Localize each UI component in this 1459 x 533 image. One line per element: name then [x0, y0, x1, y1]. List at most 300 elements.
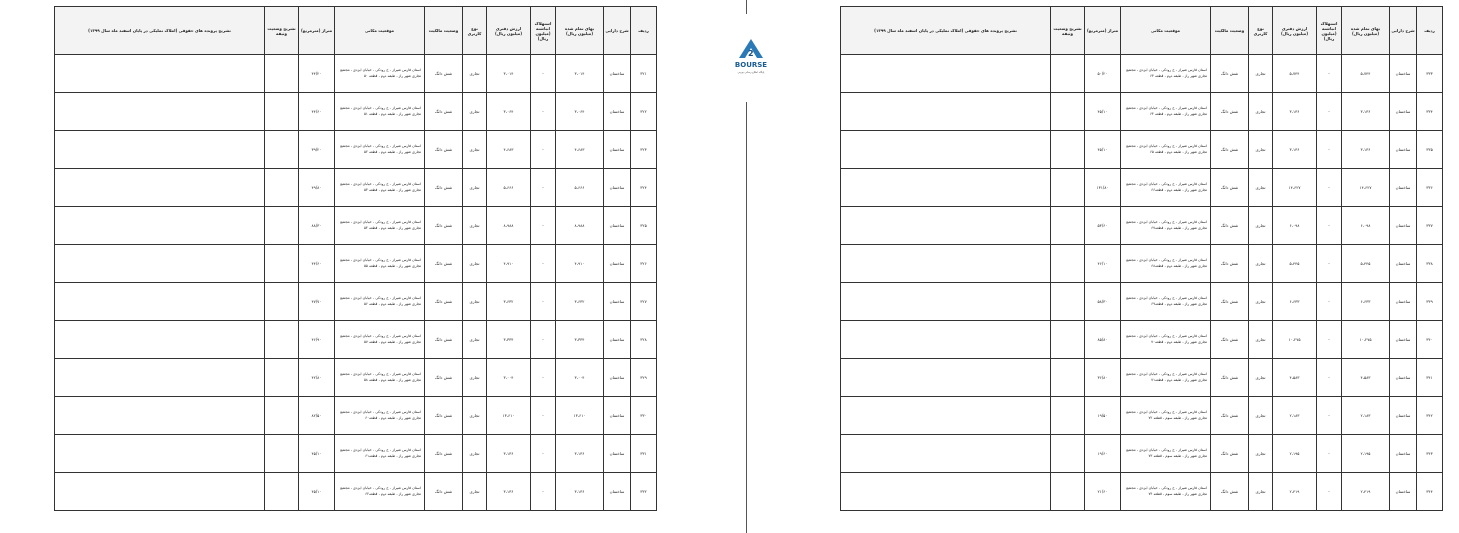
cell-area: ۱۳۱/۸۰ [1085, 169, 1121, 207]
assets-table-right [840, 6, 1443, 511]
cell-area: ۴۵/۱۰ [299, 435, 335, 473]
cell-row-number: ۳۲۱ [631, 55, 657, 93]
cell-row-number: ۳۳۲ [631, 473, 657, 511]
cell-usage: تجاری [463, 131, 487, 169]
cell-asset: ساختمان [1390, 435, 1417, 473]
cell-usage: تجاری [463, 207, 487, 245]
cell-ownership: شش دانگ [1211, 131, 1249, 169]
table-row [55, 131, 657, 169]
cell-location: استان فارس شیراز - خ رودکی - خیابان ایزدی ، مجتمع تجاری شهر راز ، طبقه سوم ، قطعه ۷۳ [1121, 435, 1211, 473]
cell-collateral [265, 131, 299, 169]
cell-area: ۴۹/۸۰ [299, 169, 335, 207]
header-book-value: ارزش دفتری (میلیون ریال) [1273, 7, 1317, 55]
cell-usage: تجاری [1249, 397, 1273, 435]
cell-area: ۴۴/۶۰ [299, 93, 335, 131]
table-row [55, 473, 657, 511]
cell-row-number: ۳۴۳ [1417, 435, 1443, 473]
cell-book-value: ۵،۴۴۵ [1273, 245, 1317, 283]
page-divider-top [746, 0, 747, 14]
cell-legal [841, 245, 1051, 283]
cell-asset: ساختمان [604, 55, 631, 93]
cell-asset: ساختمان [604, 283, 631, 321]
cell-ownership: شش دانگ [425, 397, 463, 435]
cell-book-value: ۳،۶۳۲ [487, 283, 531, 321]
cell-collateral [1051, 473, 1085, 511]
cell-area: ۴۷/۷۰ [299, 283, 335, 321]
cell-depreciation: - [531, 435, 556, 473]
cell-price: ۳،۳۳۴ [556, 321, 604, 359]
right-page [840, 6, 1442, 508]
page-divider-bottom [746, 102, 747, 533]
header-depreciation: استهلاک انباشته (میلیون ریال) [531, 7, 556, 55]
cell-area: ۴۵/۱۰ [299, 473, 335, 511]
cell-asset: ساختمان [1390, 169, 1417, 207]
cell-location: استان فارس شیراز - خ رودکی - خیابان ایزدی ، مجتمع تجاری شهر راز ، طبقه دوم ، قطعه ۵۱ [335, 93, 425, 131]
cell-location: استان فارس شیراز - خ رودکی - خیابان ایزدی ، مجتمع تجاری شهر راز ، طبقه دوم ، قطعه۶۰ [335, 397, 425, 435]
cell-asset: ساختمان [1390, 397, 1417, 435]
cell-area: ۵۸/۳۰ [1085, 283, 1121, 321]
cell-ownership: شش دانگ [425, 283, 463, 321]
header-row-number: ردیف [631, 7, 657, 55]
cell-row-number: ۳۳۱ [631, 435, 657, 473]
cell-price: ۳،۱۳۶ [1342, 93, 1390, 131]
cell-area: ۵۳/۶۰ [1085, 207, 1121, 245]
header-legal: تشریح پرونده های حقوقی (املاک تملیکی در پایان اسفند ماه سال ۱۳۹۹) [55, 7, 265, 55]
cell-area: ۸۵/۸۰ [1085, 321, 1121, 359]
cell-usage: تجاری [1249, 93, 1273, 131]
cell-asset: ساختمان [604, 321, 631, 359]
cell-legal [841, 435, 1051, 473]
cell-legal [55, 131, 265, 169]
cell-location: استان فارس شیراز - خ رودکی - خیابان ایزدی ، مجتمع تجاری شهر راز ، طبقه دوم ، قطعه ۵۳ [335, 169, 425, 207]
cell-depreciation: - [1317, 207, 1342, 245]
cell-price: ۱۰،۲۷۵ [1342, 321, 1390, 359]
cell-price: ۳،۱۳۶ [1342, 131, 1390, 169]
table-body [841, 55, 1443, 511]
cell-ownership: شش دانگ [425, 207, 463, 245]
cell-row-number: ۳۲۲ [631, 93, 657, 131]
cell-depreciation: - [531, 169, 556, 207]
cell-row-number: ۳۲۳ [631, 131, 657, 169]
header-area: متراژ (مترمربع) [1085, 7, 1121, 55]
cell-collateral [1051, 283, 1085, 321]
header-ownership: وضعیت مالکیت [425, 7, 463, 55]
cell-legal [55, 321, 265, 359]
cell-ownership: شش دانگ [425, 321, 463, 359]
cell-collateral [1051, 131, 1085, 169]
cell-book-value: ۱۰،۲۷۵ [1273, 321, 1317, 359]
cell-collateral [1051, 207, 1085, 245]
cell-asset: ساختمان [1390, 321, 1417, 359]
cell-area: ۳۹/۲۰ [299, 131, 335, 169]
cell-depreciation: - [1317, 397, 1342, 435]
cell-depreciation: - [531, 283, 556, 321]
cell-location: استان فارس شیراز - خ رودکی - خیابان ایزدی ، مجتمع تجاری شهر راز ، طبقه دوم ، قطعه۶۸ [1121, 245, 1211, 283]
cell-price: ۴،۹۱۰ [556, 245, 604, 283]
cell-location: استان فارس شیراز - خ رودکی - خیابان ایزدی ، مجتمع تجاری شهر راز ، طبقه دوم ، قطعه ۵۴ [335, 207, 425, 245]
cell-book-value: ۳،۳۳۴ [487, 321, 531, 359]
cell-location: استان فارس شیراز - خ رودکی - خیابان ایزدی ، مجتمع تجاری شهر راز ، طبقه سوم ، قطعه ۷۲ [1121, 397, 1211, 435]
cell-row-number: ۳۲۹ [631, 359, 657, 397]
cell-usage: تجاری [463, 473, 487, 511]
cell-depreciation: - [531, 473, 556, 511]
cell-book-value: ۳،۱۳۶ [1273, 131, 1317, 169]
header-usage: نوع کاربری [463, 7, 487, 55]
cell-collateral [1051, 321, 1085, 359]
cell-row-number: ۳۴۰ [1417, 321, 1443, 359]
cell-depreciation: - [531, 131, 556, 169]
cell-ownership: شش دانگ [425, 435, 463, 473]
cell-usage: تجاری [463, 321, 487, 359]
cell-book-value: ۵،۷۴۴ [1273, 55, 1317, 93]
cell-area: ۳۶/۸۰ [1085, 359, 1121, 397]
cell-location: استان فارس شیراز - خ رودکی - خیابان ایزدی ، مجتمع تجاری شهر راز ، طبقه دوم ، قطعه ۵۸ [335, 359, 425, 397]
cell-legal [55, 169, 265, 207]
cell-area: ۱۹/۵۰ [1085, 397, 1121, 435]
cell-area: ۴۵/۱۰ [1085, 93, 1121, 131]
header-ownership: وضعیت مالکیت [1211, 7, 1249, 55]
cell-price: ۳،۰۰۴ [556, 359, 604, 397]
cell-location: استان فارس شیراز - خ رودکی - خیابان ایزدی ، مجتمع تجاری شهر راز ، طبقه دوم ، قطعه۶۲ [335, 473, 425, 511]
table-row [55, 283, 657, 321]
cell-price: ۱۴،۶۲۷ [1342, 169, 1390, 207]
cell-row-number: ۳۳۷ [1417, 207, 1443, 245]
header-location: موقعیت مکانی [1121, 7, 1211, 55]
cell-depreciation: - [531, 321, 556, 359]
cell-ownership: شش دانگ [1211, 55, 1249, 93]
cell-depreciation: - [1317, 93, 1342, 131]
cell-location: استان فارس شیراز - خ رودکی - خیابان ایزدی ، مجتمع تجاری شهر راز ، طبقه دوم ، قطعه ۶۳ [1121, 55, 1211, 93]
cell-collateral [1051, 397, 1085, 435]
cell-location: استان فارس شیراز - خ رودکی - خیابان ایزدی ، مجتمع تجاری شهر راز ، طبقه سوم ، قطعه ۷۴ [1121, 473, 1211, 511]
table-row [55, 435, 657, 473]
cell-asset: ساختمان [604, 93, 631, 131]
cell-depreciation: - [1317, 321, 1342, 359]
cell-location: استان فارس شیراز - خ رودکی - خیابان ایزدی ، مجتمع تجاری شهر راز ، طبقه دوم ، قطعه ۵۵ [335, 245, 425, 283]
header-location: موقعیت مکانی [335, 7, 425, 55]
cell-ownership: شش دانگ [1211, 283, 1249, 321]
cell-ownership: شش دانگ [1211, 321, 1249, 359]
cell-depreciation: - [1317, 283, 1342, 321]
cell-usage: تجاری [1249, 283, 1273, 321]
cell-book-value: ۶،۶۳۳ [1273, 283, 1317, 321]
cell-book-value: ۳،۱۳۶ [487, 435, 531, 473]
cell-book-value: ۴،۹۱۰ [487, 245, 531, 283]
table-row [841, 131, 1443, 169]
cell-legal [841, 321, 1051, 359]
cell-legal [55, 207, 265, 245]
cell-usage: تجاری [1249, 169, 1273, 207]
table-row [841, 245, 1443, 283]
cell-collateral [1051, 169, 1085, 207]
table-row [841, 321, 1443, 359]
cell-row-number: ۳۲۷ [631, 283, 657, 321]
logo-text: BOURSE [734, 61, 768, 69]
table-row [55, 321, 657, 359]
cell-ownership: شش دانگ [425, 245, 463, 283]
cell-price: ۴،۶۸۳ [556, 131, 604, 169]
header-collateral: تشریح وضعیت وثیقه [265, 7, 299, 55]
cell-depreciation: - [1317, 473, 1342, 511]
cell-area: ۴۲/۸۰ [299, 359, 335, 397]
cell-book-value: ۱۳،۶۱۰ [487, 397, 531, 435]
cell-usage: تجاری [463, 55, 487, 93]
cell-depreciation: - [531, 207, 556, 245]
cell-asset: ساختمان [1390, 359, 1417, 397]
cell-usage: تجاری [1249, 321, 1273, 359]
cell-usage: تجاری [1249, 207, 1273, 245]
cell-legal [55, 473, 265, 511]
header-asset: شرح دارایی [604, 7, 631, 55]
cell-asset: ساختمان [1390, 207, 1417, 245]
cell-area: ۸۸/۳۰ [299, 207, 335, 245]
cell-price: ۲،۴۱۹ [1342, 473, 1390, 511]
logo-subtext: پایگاه اطلاع رسانی بورس [737, 71, 765, 74]
cell-book-value: ۳،۱۳۶ [1273, 93, 1317, 131]
cell-legal [55, 397, 265, 435]
cell-price: ۸،۹۸۸ [556, 207, 604, 245]
header-area: متراژ (مترمربع) [299, 7, 335, 55]
table-header-row [841, 7, 1443, 55]
cell-collateral [265, 321, 299, 359]
cell-location: استان فارس شیراز - خ رودکی - خیابان ایزدی ، مجتمع تجاری شهر راز ، طبقه دوم ، قطعه ۵۷ [335, 321, 425, 359]
cell-legal [55, 359, 265, 397]
cell-book-value: ۳،۰۱۴ [487, 55, 531, 93]
cell-ownership: شش دانگ [1211, 93, 1249, 131]
cell-legal [841, 131, 1051, 169]
cell-book-value: ۶،۰۹۸ [1273, 207, 1317, 245]
cell-row-number: ۳۳۸ [1417, 245, 1443, 283]
cell-ownership: شش دانگ [1211, 397, 1249, 435]
header-depreciation: استهلاک انباشته (میلیون ریال) [1317, 7, 1342, 55]
cell-location: استان فارس شیراز - خ رودکی - خیابان ایزدی ، مجتمع تجاری شهر راز ، طبقه دوم ، قطعه۶۱ [335, 435, 425, 473]
cell-asset: ساختمان [1390, 245, 1417, 283]
svg-text:2: 2 [748, 49, 754, 58]
cell-depreciation: - [1317, 359, 1342, 397]
cell-asset: ساختمان [1390, 473, 1417, 511]
cell-depreciation: - [531, 359, 556, 397]
table-row [55, 93, 657, 131]
cell-area: ۴۴/۶۰ [299, 245, 335, 283]
cell-ownership: شش دانگ [1211, 207, 1249, 245]
cell-row-number: ۳۲۴ [631, 169, 657, 207]
cell-depreciation: - [1317, 245, 1342, 283]
table-row [841, 55, 1443, 93]
cell-book-value: ۴،۶۸۳ [487, 131, 531, 169]
table-row [841, 359, 1443, 397]
cell-price: ۶،۰۹۸ [1342, 207, 1390, 245]
cell-legal [55, 55, 265, 93]
cell-area: ۱۹/۶۰ [1085, 435, 1121, 473]
header-row-number: ردیف [1417, 7, 1443, 55]
cell-area: ۴۵/۱۰ [1085, 131, 1121, 169]
cell-ownership: شش دانگ [1211, 169, 1249, 207]
header-usage: نوع کاربری [1249, 7, 1273, 55]
cell-usage: تجاری [463, 169, 487, 207]
header-price: بهای تمام شده (میلیون ریال) [1342, 7, 1390, 55]
table-row [841, 473, 1443, 511]
cell-area: ۴۶/۱۰ [1085, 245, 1121, 283]
cell-price: ۳،۰۶۴ [556, 93, 604, 131]
cell-price: ۶،۶۳۳ [1342, 283, 1390, 321]
cell-legal [841, 397, 1051, 435]
cell-collateral [265, 359, 299, 397]
table-row [841, 397, 1443, 435]
cell-asset: ساختمان [1390, 283, 1417, 321]
cell-row-number: ۳۳۶ [1417, 169, 1443, 207]
cell-ownership: شش دانگ [425, 131, 463, 169]
cell-ownership: شش دانگ [425, 169, 463, 207]
cell-depreciation: - [1317, 55, 1342, 93]
cell-ownership: شش دانگ [425, 359, 463, 397]
cell-asset: ساختمان [604, 207, 631, 245]
table-row [841, 283, 1443, 321]
cell-location: استان فارس شیراز - خ رودکی - خیابان ایزدی ، مجتمع تجاری شهر راز ، طبقه دوم ، قطعه ۵۲ [335, 131, 425, 169]
cell-usage: تجاری [463, 93, 487, 131]
cell-price: ۳،۱۳۶ [556, 473, 604, 511]
cell-collateral [265, 93, 299, 131]
cell-collateral [1051, 359, 1085, 397]
cell-collateral [265, 55, 299, 93]
table-row [841, 169, 1443, 207]
cell-location: استان فارس شیراز - خ رودکی - خیابان ایزدی ، مجتمع تجاری شهر راز ، طبقه دوم ، قطعه۶۹ [1121, 283, 1211, 321]
cell-collateral [265, 435, 299, 473]
cell-legal [841, 207, 1051, 245]
cell-usage: تجاری [463, 359, 487, 397]
cell-legal [841, 473, 1051, 511]
cell-collateral [1051, 55, 1085, 93]
cell-price: ۴،۵۸۳ [1342, 359, 1390, 397]
table-row [841, 435, 1443, 473]
cell-book-value: ۴،۵۸۳ [1273, 359, 1317, 397]
table-row [841, 207, 1443, 245]
cell-row-number: ۳۳۵ [1417, 131, 1443, 169]
cell-ownership: شش دانگ [1211, 473, 1249, 511]
cell-price: ۳،۰۱۴ [556, 55, 604, 93]
cell-price: ۵،۴۴۵ [1342, 245, 1390, 283]
cell-location: استان فارس شیراز - خ رودکی - خیابان ایزدی ، مجتمع تجاری شهر راز ، طبقه دوم ، قطعه۷۱ [1121, 359, 1211, 397]
left-page [54, 6, 656, 508]
cell-depreciation: - [531, 93, 556, 131]
cell-usage: تجاری [463, 283, 487, 321]
cell-legal [841, 93, 1051, 131]
header-asset: شرح دارایی [1390, 7, 1417, 55]
cell-collateral [265, 207, 299, 245]
cell-ownership: شش دانگ [1211, 359, 1249, 397]
cell-ownership: شش دانگ [425, 93, 463, 131]
table-row [55, 245, 657, 283]
cell-legal [841, 359, 1051, 397]
table-row [55, 55, 657, 93]
cell-asset: ساختمان [1390, 131, 1417, 169]
assets-table-left [54, 6, 657, 511]
cell-asset: ساختمان [604, 245, 631, 283]
cell-usage: تجاری [1249, 473, 1273, 511]
cell-ownership: شش دانگ [1211, 435, 1249, 473]
cell-location: استان فارس شیراز - خ رودکی - خیابان ایزدی ، مجتمع تجاری شهر راز ، طبقه دوم ، قطعه ۵۶ [335, 283, 425, 321]
cell-price: ۳،۶۳۲ [556, 283, 604, 321]
cell-row-number: ۳۳۳ [1417, 55, 1443, 93]
cell-area: ۲۱/۶۰ [1085, 473, 1121, 511]
cell-collateral [265, 169, 299, 207]
cell-usage: تجاری [1249, 435, 1273, 473]
header-price: بهای تمام شده (میلیون ریال) [556, 7, 604, 55]
table-row [55, 359, 657, 397]
cell-legal [841, 169, 1051, 207]
cell-usage: تجاری [463, 397, 487, 435]
cell-depreciation: - [531, 55, 556, 93]
cell-row-number: ۳۲۵ [631, 207, 657, 245]
cell-row-number: ۳۴۲ [1417, 397, 1443, 435]
cell-asset: ساختمان [604, 473, 631, 511]
header-collateral: تشریح وضعیت وثیقه [1051, 7, 1085, 55]
cell-legal [55, 245, 265, 283]
cell-depreciation: - [1317, 435, 1342, 473]
cell-location: استان فارس شیراز - خ رودکی - خیابان ایزدی ، مجتمع تجاری شهر راز ، طبقه دوم ، قطعه ۵۰ [335, 55, 425, 93]
cell-legal [841, 283, 1051, 321]
cell-usage: تجاری [1249, 359, 1273, 397]
cell-area: ۴۶/۹۰ [299, 321, 335, 359]
cell-collateral [1051, 245, 1085, 283]
cell-price: ۵،۷۴۴ [1342, 55, 1390, 93]
cell-usage: تجاری [463, 245, 487, 283]
cell-usage: تجاری [463, 435, 487, 473]
cell-location: استان فارس شیراز - خ رودکی - خیابان ایزدی ، مجتمع تجاری شهر راز ، طبقه دوم ، قطعه۶۶ [1121, 169, 1211, 207]
cell-location: استان فارس شیراز - خ رودکی - خیابان ایزدی ، مجتمع تجاری شهر راز ، طبقه دوم ، قطعه۷۰ [1121, 321, 1211, 359]
cell-legal [55, 283, 265, 321]
cell-depreciation: - [531, 245, 556, 283]
cell-ownership: شش دانگ [425, 473, 463, 511]
header-book-value: ارزش دفتری (میلیون ریال) [487, 7, 531, 55]
cell-location: استان فارس شیراز - خ رودکی - خیابان ایزدی ، مجتمع تجاری شهر راز ، طبقه دوم ، قطعه ۶۴ [1121, 93, 1211, 131]
cell-book-value: ۳،۱۳۶ [487, 473, 531, 511]
cell-collateral [265, 245, 299, 283]
cell-collateral [1051, 435, 1085, 473]
cell-legal [841, 55, 1051, 93]
cell-area: ۴۴/۲۰ [299, 55, 335, 93]
cell-asset: ساختمان [604, 359, 631, 397]
cell-legal [55, 435, 265, 473]
cell-row-number: ۳۲۸ [631, 321, 657, 359]
cell-asset: ساختمان [604, 169, 631, 207]
cell-book-value: ۳،۰۶۴ [487, 93, 531, 131]
cell-book-value: ۱۴،۶۲۷ [1273, 169, 1317, 207]
cell-asset: ساختمان [1390, 55, 1417, 93]
cell-collateral [1051, 93, 1085, 131]
table-row [55, 207, 657, 245]
cell-location: استان فارس شیراز - خ رودکی - خیابان ایزدی ، مجتمع تجاری شهر راز ، طبقه دوم ، قطعه ۶۵ [1121, 131, 1211, 169]
table-header-row [55, 7, 657, 55]
cell-row-number: ۳۳۴ [1417, 93, 1443, 131]
cell-ownership: شش دانگ [425, 55, 463, 93]
cell-asset: ساختمان [1390, 93, 1417, 131]
cell-ownership: شش دانگ [1211, 245, 1249, 283]
cell-price: ۲،۱۹۵ [1342, 435, 1390, 473]
cell-book-value: ۸،۹۸۸ [487, 207, 531, 245]
cell-row-number: ۳۳۰ [631, 397, 657, 435]
cell-row-number: ۳۴۱ [1417, 359, 1443, 397]
cell-asset: ساختمان [604, 131, 631, 169]
cell-row-number: ۳۴۴ [1417, 473, 1443, 511]
cell-usage: تجاری [1249, 245, 1273, 283]
cell-collateral [265, 283, 299, 321]
cell-row-number: ۳۲۶ [631, 245, 657, 283]
cell-legal [55, 93, 265, 131]
cell-price: ۵،۶۶۶ [556, 169, 604, 207]
cell-asset: ساختمان [604, 397, 631, 435]
cell-book-value: ۲،۴۱۹ [1273, 473, 1317, 511]
cell-usage: تجاری [1249, 131, 1273, 169]
